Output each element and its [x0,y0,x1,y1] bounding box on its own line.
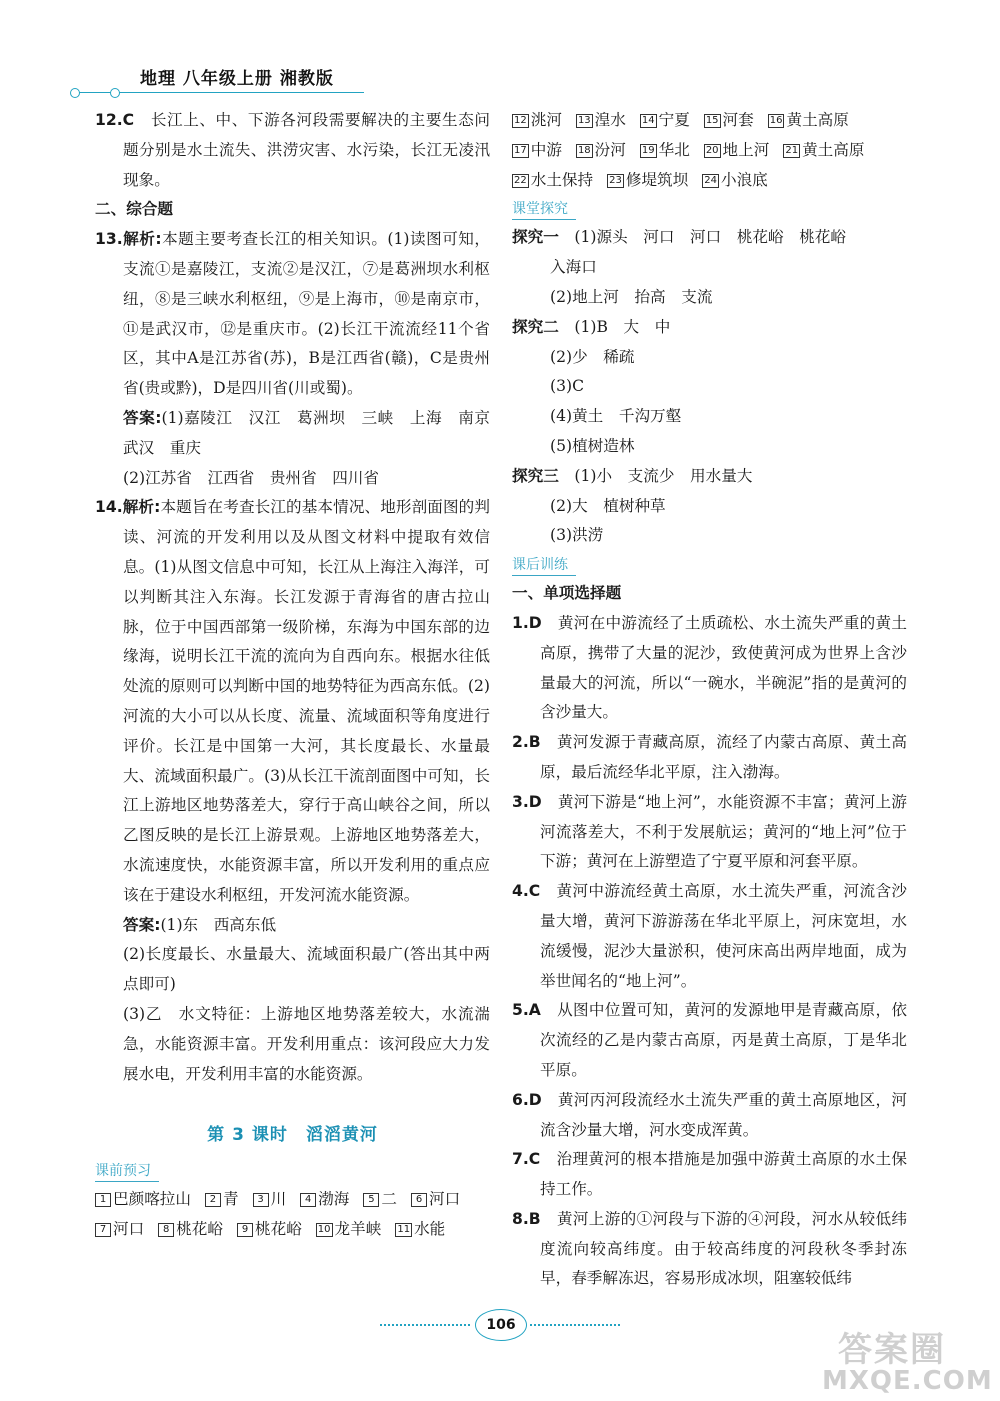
fill-item-text: 洮河 [530,111,562,129]
explore-3-line-1: 探究三 (1)小 支流少 用水量大 [512,466,753,485]
explore-3-line-2: (2)大 植树种草 [550,496,666,515]
watermark-bottom-text: MXQE.COM [822,1366,993,1396]
fill-item-number: 19 [641,144,655,156]
footer-dots-left [380,1324,470,1326]
header-dot-left [70,88,80,98]
fill-item [576,136,626,166]
explore-2-line-2: (2)少 稀疏 [550,347,635,366]
fill-item-number: 3 [253,1193,269,1207]
explore-3-line-3: (3)洪涝 [550,526,604,545]
left-column [95,106,506,1245]
lesson-title: 第 3 课时 滔滔黄河 [207,1125,378,1146]
fill-item-text: 水土保持 [530,170,594,189]
fill-item-text: 二 [381,1190,398,1209]
fill-item [512,136,562,166]
fill-item-number: 4 [300,1193,316,1207]
header-title: 地理 八年级上册 湘教版 [140,69,334,89]
explore-1-line-2: 入海口 [550,258,597,277]
question-2: 2.B 黄河发源于青藏高原，流经了内蒙古高原、黄土高原，最后流经华北平原，注入渤海。 [512,733,907,781]
fill-item [512,166,593,196]
fill-item [704,136,770,166]
footer-dots-right [530,1324,620,1326]
fill-item [576,106,626,136]
fill-item-number: 16 [769,115,783,126]
fill-item-text: 华北 [658,140,690,159]
fill-item-text: 宁夏 [658,111,690,129]
fill-item-text: 中游 [530,140,562,159]
question-14-answer-2: (2)长度最长、水量最大、流域面积最广(答出其中两点即可) [123,945,490,994]
fill-item-text: 修堤筑坝 [625,170,689,189]
question-6: 6.D 黄河丙河段流经水土流失严重的黄土高原地区，河流含沙量大增，河水变成浑黄。 [512,1090,907,1139]
question-14-answer-1: 答案:(1)东 西高东低 [123,915,277,934]
question-13-answer-2: (2)江苏省 江西省 贵州省 四川省 [123,468,379,487]
fill-item-number: 17 [514,144,527,156]
fill-item-text: 黄土高原 [802,140,865,159]
fill-item-text: 青 [222,1190,239,1209]
fill-item [253,1185,287,1215]
fill-item [316,1215,382,1245]
fill-item-number: 22 [514,174,527,186]
fill-item-number: 21 [785,144,799,156]
fill-item [95,1185,191,1215]
fill-item-number: 20 [705,144,719,156]
question-8: 8.B 黄河上游的①河段与下游的④河段，河水从较低纬度流向较高纬度。由于较高纬度的河段秋冬季封冻早，春季解冻迟，容易形成冰坝，阻塞较低纬 [512,1209,907,1288]
fill-item-number: 8 [158,1223,174,1237]
fill-item [158,1215,223,1245]
explore-2-line-3: (3)C [550,377,585,396]
header-dot-right [110,88,120,98]
fill-item-number: 6 [411,1193,427,1207]
fill-item-number: 5 [363,1193,379,1207]
fill-item-number: 23 [609,174,622,186]
fill-item-text: 河口 [429,1190,461,1209]
fill-item-text: 桃花峪 [255,1219,302,1238]
page-number: 106 [475,1309,527,1341]
fill-item-text: 龙羊峡 [334,1219,382,1238]
explore-2-line-5: (5)植树造林 [550,436,635,455]
after-class-tag: 课后训练 [512,556,576,576]
fill-item-number: 11 [397,1223,411,1235]
section-heading-comprehensive: 二、综合题 [95,200,173,219]
question-1: 1.D 黄河在中游流经了土质疏松、水土流失严重的黄土高原，携带了大量的泥沙，致使黄河成为世界上含沙量最大的河流，所以“一碗水，半碗泥”指的是黄河的含沙量大。 [512,613,907,722]
fill-item-text: 汾河 [594,140,626,159]
fill-item [640,136,690,166]
fill-item [363,1185,397,1215]
section-heading-single-choice: 一、单项选择题 [512,584,622,603]
fill-item-text: 水能 [414,1219,446,1238]
fill-item-number: 18 [577,144,591,156]
fill-item-text: 湟水 [594,111,626,129]
fill-item [607,166,688,196]
fill-item [300,1185,349,1215]
right-column [512,106,907,1294]
fill-item [512,106,562,136]
question-13-answer-1: 答案:(1)嘉陵江 汉江 葛洲坝 三峡 上海 南京 武汉 重庆 [123,408,506,457]
fill-item-text: 河套 [722,111,754,129]
question-14-answer-3: (3)乙 水文特征：上游地区地势落差较大，水流湍急，水能资源丰富。开发利用重点：该河段应大力发展水电，开发利用丰富的水能资源。 [123,1004,490,1083]
explore-2-line-1: 探究二 (1)B 大 中 [512,317,671,336]
fill-item-text: 川 [270,1190,287,1209]
question-12: 12.C 长江上、中、下游各河段需要解决的主要生态问题分别是水土流失、洪涝灾害、水污染，长江无凌汛现象。 [95,111,490,189]
page-header [60,60,360,100]
fill-item-number: 13 [577,115,591,126]
watermark-top-text: 答案圈 [838,1330,946,1370]
fill-item-number: 15 [705,115,719,126]
fill-item-text: 河口 [113,1219,145,1238]
question-5: 5.A 从图中位置可知，黄河的发源地甲是青藏高原，依次流经的乙是内蒙古高原，丙是黄土高原，丁是华北平原。 [512,1001,907,1079]
fill-items-right [512,106,907,195]
fill-item-text: 巴颜喀拉山 [113,1190,191,1209]
fill-item [704,106,754,136]
fill-item-text: 渤海 [318,1190,350,1209]
fill-item-text: 黄土高原 [786,111,849,129]
fill-item [237,1215,302,1245]
fill-item-text: 地上河 [722,140,770,159]
fill-item [702,166,768,196]
explore-2-line-4: (4)黄土 千沟万壑 [550,407,682,426]
fill-item-text: 桃花峪 [176,1219,223,1238]
fill-item-number: 7 [95,1223,111,1237]
fill-items-left [95,1185,490,1245]
question-14-analysis: 14.解析:本题旨在考查长江的基本情况、地形剖面图的判读、河流的开发利用以及从图文材料中提取有效信息。(1)从图文信息中可知，长江从上海注入海洋，可以判断其注入东海。长江发源于青海省的唐古拉山脉，位于中国西部第一级阶梯，东海为中国东部的边缘海，说明长江干流的流向为自西向东。根据水往低处流的原则可以判断中国的地势特征为西高东低。(2)河流的大小可以从长度、流量、流域面积等角度进行评价。长江是中国第一大河，其长度最长、水量最大、流域面积最广。(3)从长江干流剖面图中可知，长江上游地区地势落差大，穿行于高山峡谷之间，所以乙图反映的是长江上游景观。上游地区地势落差大，水流速度快，水能资源丰富，所以开发利用的重点应该在于建设水利枢纽，开发河流水能资源。 [95,498,490,904]
explore-1-line-1: 探究一 (1)源头 河口 河口 桃花峪 桃花峪 [512,228,846,247]
class-explore-tag: 课堂探究 [512,200,576,220]
fill-item [768,106,849,136]
fill-item [783,136,864,166]
fill-item-number: 10 [317,1223,331,1235]
fill-item-number: 9 [237,1223,253,1237]
fill-item-number: 1 [95,1193,111,1207]
fill-item-number: 24 [704,174,717,186]
question-3: 3.D 黄河下游是“地上河”，水能资源不丰富；黄河上游河流落差大，不利于发展航运；黄河的“地上河”位于下游；黄河在上游塑造了宁夏平原和河套平原。 [512,792,907,871]
question-13-analysis: 13.解析:本题主要考查长江的相关知识。(1)读图可知，支流①是嘉陵江，支流②是汉江，⑦是葛洲坝水利枢纽，⑧是三峡水利枢纽，⑨是上海市，⑩是南京市，⑪是武汉市，⑫是重庆市。(2)长江干流流经11个省区，其中A是江苏省(苏)，B是江西省(赣)，C是贵州省(贵或黔)，D是四川省(川或蜀)。 [95,230,490,398]
fill-item [205,1185,239,1215]
fill-item-text: 小浪底 [720,170,768,189]
explore-1-line-3: (2)地上河 抬高 支流 [550,287,713,306]
fill-item-number: 14 [641,115,655,126]
fill-item [395,1215,445,1245]
question-4: 4.C 黄河中游流经黄土高原，水土流失严重，河流含沙量大增，黄河下游游荡在华北平原上，河床宽坦，水流缓慢，泥沙大量淤积，使河床高出两岸地面，成为举世闻名的“地上河”。 [512,882,907,990]
watermark-logo [818,1322,993,1400]
question-7: 7.C 治理黄河的根本措施是加强中游黄土高原的水土保持工作。 [512,1150,907,1199]
fill-item [640,106,690,136]
fill-item-number: 12 [514,115,527,126]
fill-item [95,1215,144,1245]
fill-item [411,1185,460,1215]
fill-item-number: 2 [205,1193,221,1207]
preview-tag: 课前预习 [95,1162,159,1182]
